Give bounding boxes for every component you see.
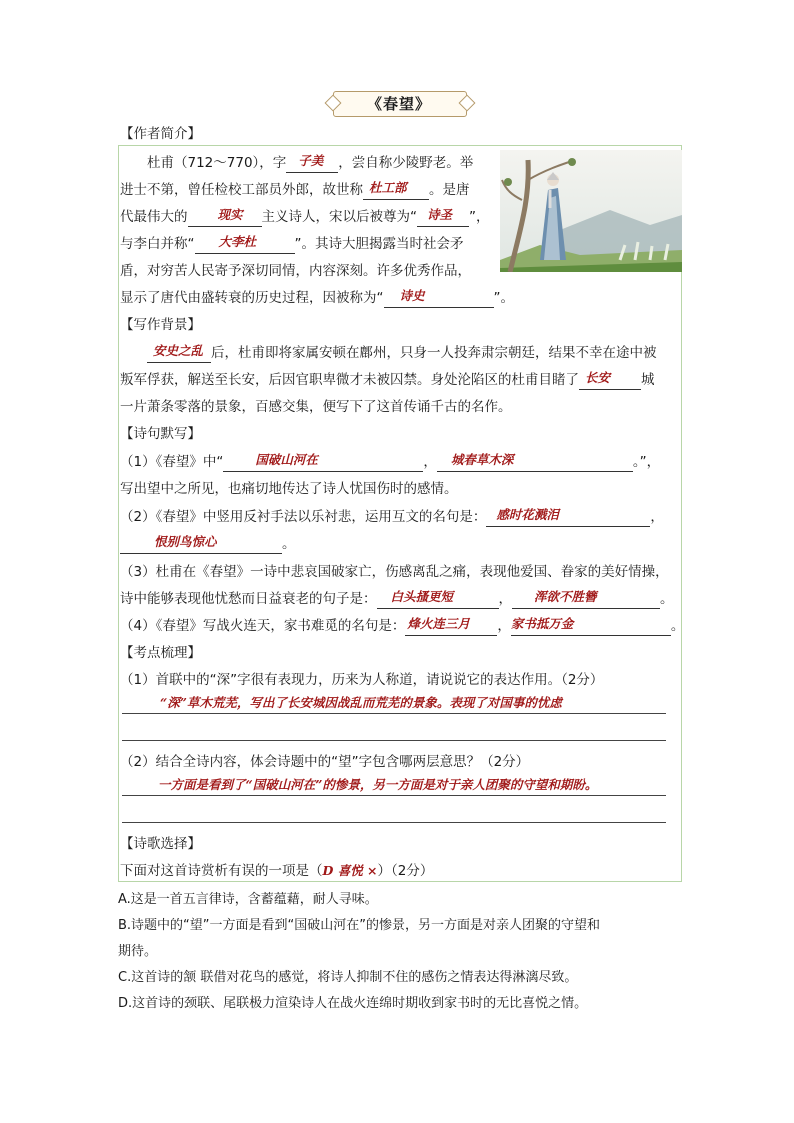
option-d: D.这首诗的颈联、尾联极力渲染诗人在战火连绵时期收到家书时的无比喜悦之情。: [118, 996, 588, 1011]
blank-3: [188, 207, 262, 227]
background-line-2: [120, 370, 655, 390]
answer-rule: [122, 795, 666, 796]
answer-11: 感时花溅泪: [496, 507, 559, 522]
background-text: 叛军俘获，解送至长安，后因官职卑微才未被囚禁。身处沦陷区的杜甫目睹了: [120, 372, 579, 388]
answer-rule: [122, 740, 666, 741]
blank-12: [120, 534, 282, 554]
background-text: 城: [641, 372, 655, 388]
option-c: C.这首诗的颔 联借对花鸟的感觉，将诗人抑制不住的感伤之情表达得淋漓尽致。: [118, 970, 578, 985]
answer-8: 长安: [585, 370, 611, 385]
recite-q2-cont: [120, 534, 296, 554]
blank-4: [417, 207, 469, 227]
answer-12: 恨别鸟惊心: [154, 534, 217, 549]
recite-q3: （3）杜甫在《春望》一诗中悲哀国破家亡，伤感离乱之痛，表现他爱国、眷家的美好情操，: [120, 564, 669, 580]
blank-10: [437, 452, 633, 472]
author-text: 杜甫（712～770），字: [147, 155, 287, 171]
answer-9: 国破山河在: [255, 452, 318, 467]
author-text: 。是唐: [429, 182, 470, 198]
answer-14: 浑欲不胜簪: [534, 589, 597, 604]
author-line-5: 盾，对穷苦人民寄予深切同情，内容深刻。许多优秀作品，: [120, 263, 471, 279]
section-author-heading: 【作者简介】: [120, 126, 201, 142]
recite-text: ，: [650, 509, 664, 525]
answer-16: 家书抵万金: [510, 616, 574, 631]
recite-text: ，: [497, 618, 511, 634]
section-recite-heading: 【诗句默写】: [120, 426, 201, 442]
recite-text: （1）《春望》中“: [120, 454, 224, 470]
analysis-answer-2: 一方面是看到了“国破山河在”的惨景，另一方面是对于亲人团聚的守望和期盼。: [158, 777, 598, 792]
recite-text: （4）《春望》写战火连天，家书难觅的名句是：: [120, 618, 406, 634]
blank-15: [405, 616, 497, 636]
author-line-4: [120, 234, 464, 254]
answer-6: 诗史: [399, 288, 425, 303]
recite-q1-desc: 写出望中之所见，也痛切地传达了诗人忧国伤时的感情。: [120, 481, 458, 497]
author-text: ”，: [469, 209, 490, 225]
recite-text: 。: [282, 536, 296, 552]
recite-q1: [120, 452, 660, 472]
recite-text: 。”，: [632, 454, 661, 470]
blank-5: [195, 234, 295, 254]
recite-text: ，: [423, 454, 437, 470]
blank-7: [147, 343, 211, 363]
answer-4: 诗圣: [427, 207, 453, 222]
blank-14: [512, 589, 660, 609]
choice-text: ）（2分）: [377, 863, 434, 879]
choice-answer: D 喜悦 ×: [322, 863, 378, 878]
recite-q2: [120, 507, 664, 527]
blank-9: [223, 452, 423, 472]
blank-2: [363, 180, 429, 200]
analysis-answer-1: “深”草木荒芜，写出了长安城因战乱而荒芜的景象。表现了对国事的忧虑: [160, 695, 562, 710]
recite-text: 。: [660, 591, 674, 607]
author-text: 代最伟大的: [120, 209, 188, 225]
author-line-6: [120, 288, 514, 308]
answer-rule: [122, 822, 666, 823]
blank-16: [510, 616, 671, 636]
author-text: ”。: [493, 290, 514, 306]
author-text: ，尝自称少陵野老。举: [338, 155, 474, 171]
recite-text: 诗中能够表现他忧愁而日益衰老的句子是：: [120, 591, 377, 607]
answer-2: 杜工部: [369, 180, 407, 195]
poet-illustration: [500, 150, 682, 272]
recite-text: ，: [498, 591, 512, 607]
answer-1: 子美: [298, 153, 324, 168]
section-background-heading: 【写作背景】: [120, 317, 201, 333]
blank-13: [377, 589, 499, 609]
answer-10: 城春草木深: [450, 452, 514, 467]
blank-8: [579, 370, 641, 390]
author-text: ”。其诗大胆揭露当时社会矛: [294, 236, 464, 252]
option-b-cont: 期待。: [118, 944, 158, 959]
answer-15: 烽火连三月: [407, 616, 470, 631]
option-b: B.诗题中的“望”一方面是看到“国破山河在”的惨景，另一方面是对亲人团聚的守望和: [118, 918, 600, 933]
recite-text: （2）《春望》中竖用反衬手法以乐衬悲，运用互文的名句是：: [120, 509, 487, 525]
option-a: A.这是一首五言律诗，含蓄蕴藉，耐人寻味。: [118, 892, 378, 907]
recite-q4: [120, 616, 684, 636]
title-ornament: [325, 88, 473, 118]
recite-text: 。: [670, 618, 685, 634]
analysis-q2: （2）结合全诗内容，体会诗题中的“望”字包含哪两层意思？（2分）: [120, 754, 530, 770]
background-line-3: 一片萧条零落的景象，百感交集，便写下了这首传诵千古的名作。: [120, 399, 512, 415]
answer-rule: [122, 713, 666, 714]
author-line-3: [120, 207, 490, 227]
author-line-1: [147, 153, 473, 173]
answer-13: 白头搔更短: [390, 589, 454, 604]
recite-q3-cont: [120, 589, 674, 609]
answer-7: 安史之乱: [153, 343, 204, 358]
choice-text: 下面对这首诗赏析有误的一项是（: [120, 863, 323, 879]
author-text: 进士不第，曾任检校工部员外郎，故世称: [120, 182, 363, 198]
analysis-q1: （1）首联中的“深”字很有表现力，历来为人称道，请说说它的表达作用。（2分）: [120, 672, 604, 688]
blank-11: [486, 507, 650, 527]
blank-6: [384, 288, 494, 308]
section-choice-heading: 【诗歌选择】: [120, 836, 201, 852]
author-line-2: [120, 180, 470, 200]
answer-3: 现实: [217, 207, 243, 222]
answer-5: 大李杜: [218, 234, 257, 249]
author-text: 主义诗人，宋以后被尊为“: [261, 209, 417, 225]
choice-stem: [120, 861, 433, 881]
background-text: 后，杜甫即将家属安顿在鄜州，只身一人投奔肃宗朝廷，结果不幸在途中被: [211, 345, 657, 361]
background-line-1: [147, 343, 657, 363]
author-text: 与李白并称“: [120, 236, 195, 252]
blank-1: [286, 153, 338, 173]
page-title: 《春望》: [366, 95, 431, 113]
author-text: 显示了唐代由盛转衰的历史过程，因被称为“: [120, 290, 384, 306]
section-analysis-heading: 【考点梳理】: [120, 645, 201, 661]
